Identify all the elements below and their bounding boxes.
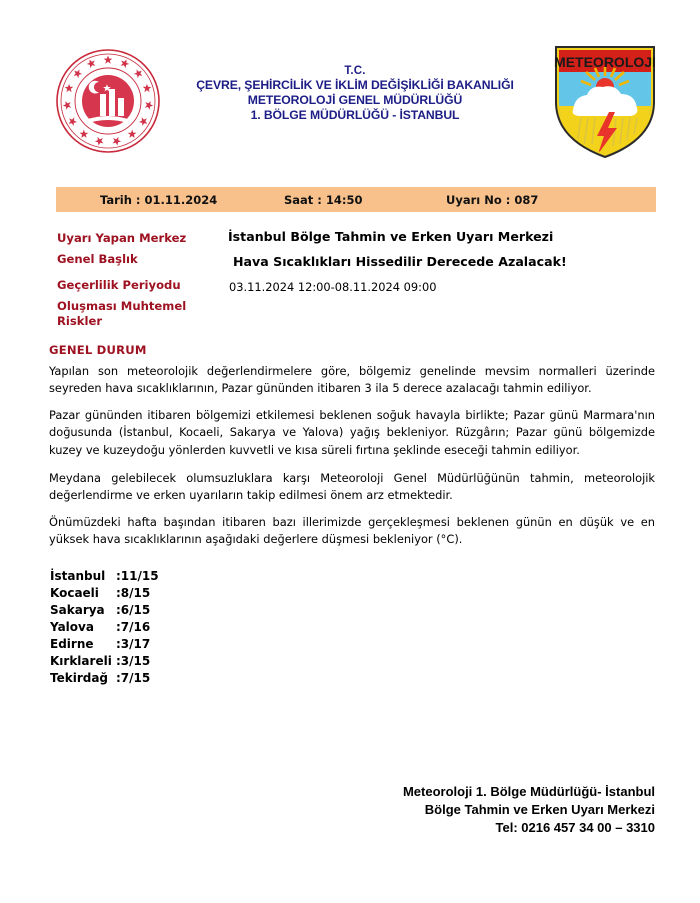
meteoroloji-shield-icon bbox=[553, 44, 657, 158]
warning-info-bar bbox=[56, 187, 656, 212]
footer-office: Meteoroloji 1. Bölge Müdürlüğü- İstanbul bbox=[402, 784, 655, 799]
city-name: Edirne bbox=[50, 637, 94, 652]
warning-time: Saat : 14:50 bbox=[284, 193, 363, 207]
paragraph-4: Önümüzdeki hafta başından itibaren bazı illerimizde gerçekleşmesi beklenen günün en düşük ve en yüksek hava sıcaklıklarının aşağıdaki değerlere düşmesi bekleniyor (°C). bbox=[49, 515, 655, 547]
city-name: Yalova bbox=[50, 620, 94, 635]
shield-wordmark: METEOROLOJI bbox=[554, 54, 656, 70]
header-line-ministry: ÇEVRE, ŞEHİRCİLİK VE İKLİM DEĞİŞİKLİĞİ BAKANLIĞI bbox=[196, 78, 514, 93]
city-temperature-value: :7/15 bbox=[116, 671, 151, 686]
paragraph-3: Meydana gelebilecek olumsuzluklara karşı Meteoroloji Genel Müdürlüğünün tahmin, meteorolojik değerlendirme ve erken uyarıların takip edilmesi önem arz etmektedir. bbox=[49, 471, 655, 503]
city-temperature-row bbox=[50, 585, 159, 602]
city-name: Kırklareli bbox=[50, 654, 112, 669]
city-temperature-row bbox=[50, 653, 159, 670]
header-line-region: 1. BÖLGE MÜDÜRLÜĞÜ - İSTANBUL bbox=[250, 107, 460, 122]
header-title-block bbox=[170, 64, 540, 123]
city-temperature-row bbox=[50, 636, 159, 653]
city-temperature-row bbox=[50, 619, 159, 636]
city-name: Sakarya bbox=[50, 603, 105, 618]
label-validity-period: Geçerlilik Periyodu bbox=[57, 278, 181, 292]
header-line-general-directorate: METEOROLOJİ GENEL MÜDÜRLÜĞÜ bbox=[247, 92, 463, 107]
city-name: İstanbul bbox=[50, 569, 106, 583]
footer-center: Bölge Tahmin ve Erken Uyarı Merkezi bbox=[424, 801, 655, 817]
paragraph-2: Pazar gününden itibaren bölgemizi etkilemesi beklenen soğuk havayla birlikte; Pazar günü Marmara'nın doğusunda (İstanbul, Kocaeli, Sakarya ve Yalova) yağış bekleniyor. Rüzgârın; Pazar günü bölgemizde kuzey ve kuzeydoğu yönlerden kuvvetli ve kısa süreli fırtına şeklinde eseceği tahmin ediliyor. bbox=[49, 408, 655, 457]
footer-phone: Tel: 0216 457 34 00 – 3310 bbox=[495, 819, 655, 835]
city-temperature-value: :8/15 bbox=[116, 586, 151, 601]
warning-date: Tarih : 01.11.2024 bbox=[100, 193, 218, 207]
label-possible-risks: Oluşması Muhtemel Riskler bbox=[57, 299, 187, 328]
city-temperature-value: :6/15 bbox=[116, 603, 151, 618]
city-name: Tekirdağ bbox=[50, 671, 109, 686]
warning-number: Uyarı No : 087 bbox=[446, 193, 539, 207]
paragraph-1: Yapılan son meteorolojik değerlendirmelere göre, bölgemiz genelinde mevsim normalleri üzerinde seyreden hava sıcaklıklarının, Pazar gününden itibaren 3 ila 5 derece azalacağı tahmin ediliyor. bbox=[49, 364, 655, 396]
city-temperature-value: :3/17 bbox=[116, 637, 151, 652]
label-issuing-center: Uyarı Yapan Merkez bbox=[57, 231, 187, 245]
city-temperature-list bbox=[50, 568, 159, 687]
warning-meta-block bbox=[0, 228, 700, 338]
value-validity-period: 03.11.2024 12:00-08.11.2024 09:00 bbox=[229, 280, 437, 294]
ministry-seal-icon bbox=[55, 48, 161, 154]
header-line-tc: T.C. bbox=[344, 65, 366, 77]
city-name: Kocaeli bbox=[50, 586, 99, 601]
value-general-title: Hava Sıcaklıkları Hissedilir Derecede Azalacak! bbox=[233, 254, 567, 269]
city-temperature-value: :7/16 bbox=[116, 620, 151, 635]
document-header bbox=[0, 0, 700, 160]
value-issuing-center: İstanbul Bölge Tahmin ve Erken Uyarı Merkezi bbox=[228, 229, 554, 244]
label-general-title: Genel Başlık bbox=[57, 252, 138, 266]
city-temperature-row bbox=[50, 670, 159, 687]
section-heading-general-situation: GENEL DURUM bbox=[49, 343, 147, 357]
city-temperature-value: :3/15 bbox=[116, 654, 151, 669]
city-temperature-row bbox=[50, 602, 159, 619]
city-temperature-value: :11/15 bbox=[116, 569, 159, 583]
document-footer bbox=[255, 783, 655, 837]
city-temperature-row bbox=[50, 568, 159, 585]
